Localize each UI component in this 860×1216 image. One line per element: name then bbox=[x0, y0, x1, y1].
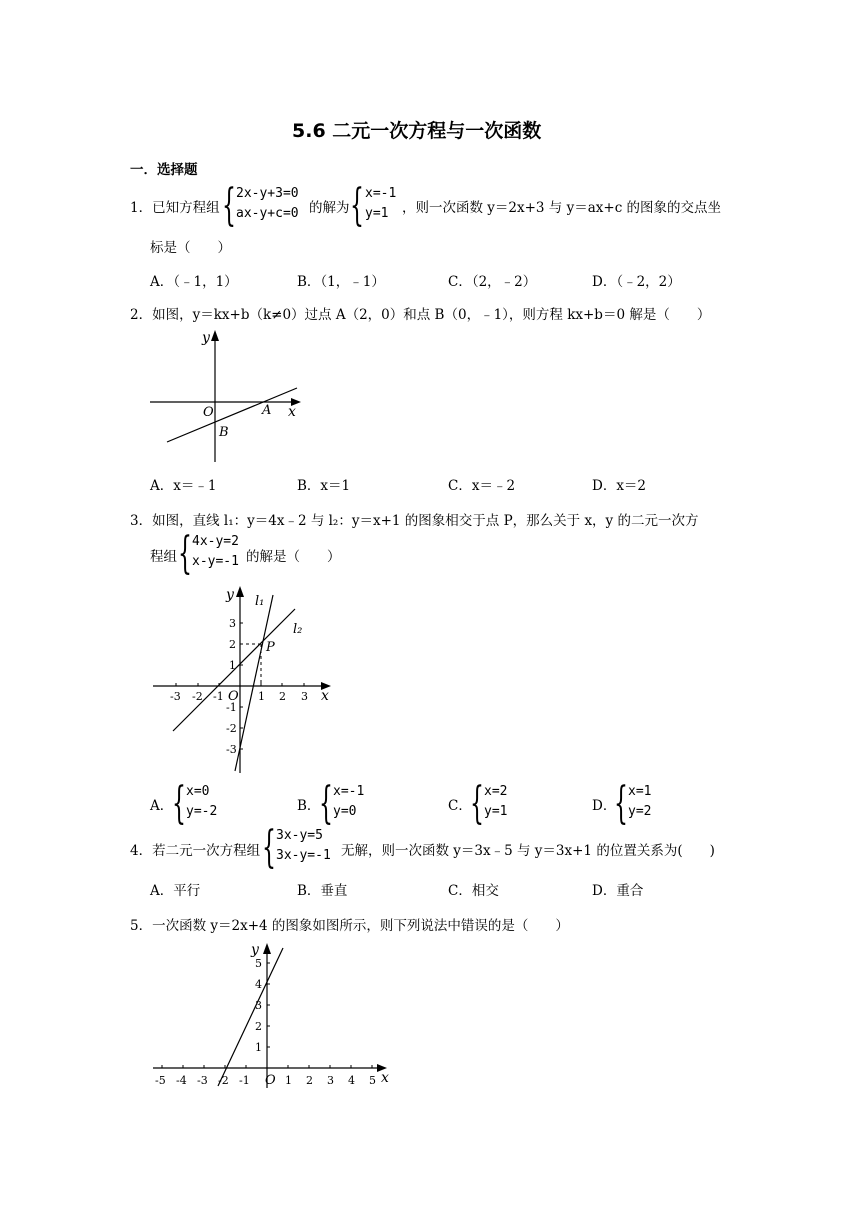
q3-system bbox=[192, 532, 239, 572]
q3-y-tick-label: 3 bbox=[229, 617, 236, 630]
q1-prefix: 1．已知方程组 bbox=[130, 200, 220, 216]
q3-equation-2: x-y=-1 bbox=[192, 554, 239, 569]
q3-option-system bbox=[628, 782, 651, 822]
q1-option-a: A．（﹣1，1） bbox=[150, 274, 238, 290]
q4-equation-1: 3x-y=5 bbox=[276, 828, 323, 843]
section-heading: 一．选择题 bbox=[130, 162, 198, 178]
q3-y-arrow bbox=[236, 586, 244, 597]
q1-solution-x: x=-1 bbox=[365, 186, 397, 201]
q5-y-tick-labels bbox=[255, 957, 262, 1054]
q5-y-tick-label: 2 bbox=[255, 1020, 262, 1033]
q3-option-brace: { bbox=[614, 778, 628, 829]
q2-text: 2．如图，y＝kx+b（k≠0）过点 A（2，0）和点 B（0，﹣1），则方程 kx+b＝0 解是（ ） bbox=[130, 307, 711, 323]
q3-option-brace: { bbox=[470, 778, 484, 829]
q2-x-label: x bbox=[288, 404, 296, 420]
q3-option-eq: x=-1 bbox=[333, 784, 365, 799]
q5-x-tick-label: 4 bbox=[348, 1074, 355, 1087]
q4-system bbox=[276, 826, 331, 866]
q3-x-tick-label: 1 bbox=[258, 690, 265, 703]
q3-option-label: A． bbox=[150, 798, 174, 814]
q4-option-b: B．垂直 bbox=[297, 883, 348, 899]
q3-y-tick-label: 2 bbox=[229, 638, 236, 651]
page-title: 5.6 二元一次方程与一次函数 bbox=[292, 120, 542, 142]
q1-equation-1: 2x-y+3=0 bbox=[236, 186, 299, 201]
q2-option-a: A．x＝﹣1 bbox=[150, 478, 217, 494]
q1-system-1 bbox=[236, 184, 299, 224]
q5-x-tick-label: 5 bbox=[369, 1074, 376, 1087]
q5-y-tick-label: 5 bbox=[255, 957, 262, 970]
q2-y-arrow bbox=[211, 330, 219, 341]
q3-x-tick-label: -1 bbox=[213, 690, 224, 703]
q5-x-tick-label: -2 bbox=[218, 1074, 229, 1087]
q4-equation-2: 3x-y=-1 bbox=[276, 848, 331, 863]
q2-point-b-label: B bbox=[219, 425, 229, 440]
q5-y-tick-label: 4 bbox=[255, 978, 262, 991]
q3-option-eq: y=2 bbox=[628, 804, 652, 819]
q5-y-label: y bbox=[251, 942, 259, 958]
q3-option-label: B． bbox=[297, 798, 321, 814]
q3-x-tick-labels bbox=[170, 690, 308, 703]
q5-x-tick-label: -4 bbox=[176, 1074, 187, 1087]
q5-y-arrow bbox=[263, 943, 271, 954]
q3-option-system bbox=[484, 782, 507, 822]
q3-x-label: x bbox=[321, 688, 329, 704]
q3-option-brace: { bbox=[319, 778, 333, 829]
q4-prefix: 4．若二元一次方程组 bbox=[130, 843, 261, 859]
q5-x-tick-label: 3 bbox=[327, 1074, 334, 1087]
q3-graph bbox=[145, 583, 340, 778]
q3-option-system bbox=[333, 782, 364, 822]
q2-point-a-label: A bbox=[262, 403, 272, 418]
q3-option-system bbox=[186, 782, 217, 822]
q1-brace-2: { bbox=[350, 180, 364, 231]
q3-option-eq: x=2 bbox=[484, 784, 508, 799]
q3-y-tick-label: -3 bbox=[226, 743, 237, 756]
q3-prefix: 程组 bbox=[150, 549, 177, 565]
q4-option-a: A．平行 bbox=[150, 883, 201, 899]
q3-origin-label: O bbox=[228, 689, 239, 704]
q2-graph bbox=[145, 328, 310, 468]
q1-suffix: ，则一次函数 y＝2x+3 与 y＝ax+c 的图象的交点坐 bbox=[402, 200, 722, 216]
q5-x-tick-label: 2 bbox=[306, 1074, 313, 1087]
q3-option-eq: y=-2 bbox=[186, 804, 218, 819]
q3-y-tick-label: -2 bbox=[226, 722, 237, 735]
q1-solution-y: y=1 bbox=[365, 206, 389, 221]
q1-line-2: 标是（ ） bbox=[150, 240, 231, 256]
q3-option-eq: y=0 bbox=[333, 804, 357, 819]
q1-equation-2: ax-y+c=0 bbox=[236, 206, 299, 221]
q3-l1-label: l₁ bbox=[255, 594, 265, 609]
q3-line-1: 3．如图，直线 l₁：y＝4x﹣2 与 l₂：y＝x+1 的图象相交于点 P，那么关于 x，y 的二元一次方 bbox=[130, 513, 699, 529]
q3-x-tick-label: 3 bbox=[301, 690, 308, 703]
q4-brace: { bbox=[262, 822, 276, 873]
q4-option-c: C．相交 bbox=[448, 883, 499, 899]
q1-option-d: D．（﹣2，2） bbox=[592, 274, 681, 290]
q1-option-b: B．（1，﹣1） bbox=[297, 274, 385, 290]
q3-option-brace: { bbox=[172, 778, 186, 829]
q5-x-tick-label: -5 bbox=[155, 1074, 166, 1087]
q3-option-label: D． bbox=[592, 798, 617, 814]
q2-line bbox=[167, 388, 297, 442]
q2-origin-label: O bbox=[203, 405, 214, 420]
q3-point-p-label: P bbox=[266, 640, 275, 655]
q3-x-tick-label: -2 bbox=[192, 690, 203, 703]
q3-option-label: C． bbox=[448, 798, 472, 814]
q3-option-eq: x=0 bbox=[186, 784, 210, 799]
q3-equation-1: 4x-y=2 bbox=[192, 534, 239, 549]
q3-x-tick-label: -3 bbox=[170, 690, 181, 703]
q5-text: 5．一次函数 y＝2x+4 的图象如图所示，则下列说法中错误的是（ ） bbox=[130, 918, 569, 934]
q2-option-b: B．x＝1 bbox=[297, 478, 351, 494]
q5-x-tick-label: -3 bbox=[197, 1074, 208, 1087]
q5-y-tick-label: 3 bbox=[255, 999, 262, 1012]
q3-y-tick-label: 1 bbox=[229, 659, 236, 672]
q1-system-2 bbox=[365, 184, 396, 224]
q3-l2-label: l₂ bbox=[293, 622, 303, 637]
q3-option-eq: y=1 bbox=[484, 804, 508, 819]
q5-line bbox=[218, 948, 283, 1086]
q2-y-label: y bbox=[202, 330, 210, 346]
q5-x-label: x bbox=[381, 1070, 389, 1086]
q3-line-l1 bbox=[235, 595, 273, 771]
q5-y-tick-label: 1 bbox=[255, 1041, 262, 1054]
q5-x-tick-label: 1 bbox=[285, 1074, 292, 1087]
q3-x-tick-label: 2 bbox=[279, 690, 286, 703]
q3-y-label: y bbox=[226, 587, 234, 603]
q5-graph bbox=[145, 940, 395, 1092]
q1-brace-1: { bbox=[222, 180, 236, 231]
q2-option-d: D．x＝2 bbox=[592, 478, 647, 494]
q5-x-tick-label: -1 bbox=[239, 1074, 250, 1087]
q2-option-c: C．x＝﹣2 bbox=[448, 478, 516, 494]
q4-suffix: 无解，则一次函数 y＝3x﹣5 与 y＝3x+1 的位置关系为( ) bbox=[341, 843, 715, 859]
q1-option-c: C．（2，﹣2） bbox=[448, 274, 537, 290]
q3-y-tick-label: -1 bbox=[226, 701, 237, 714]
q3-option-eq: x=1 bbox=[628, 784, 652, 799]
q4-option-d: D．重合 bbox=[592, 883, 644, 899]
q3-suffix: 的解是（ ） bbox=[246, 549, 341, 565]
q3-brace: { bbox=[178, 528, 192, 579]
q1-mid: 的解为 bbox=[309, 200, 350, 216]
q5-origin-label: O bbox=[265, 1073, 276, 1088]
